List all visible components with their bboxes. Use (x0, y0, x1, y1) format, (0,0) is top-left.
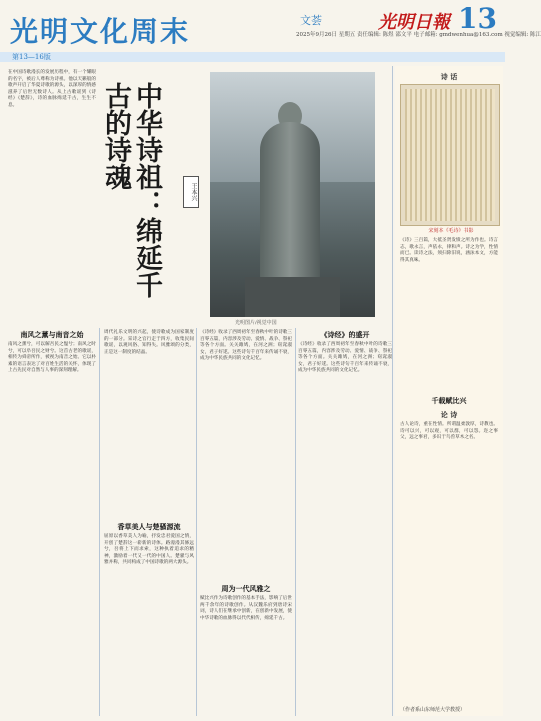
headline-area (100, 82, 176, 312)
book-caption: 宋刻本《毛诗》书影 (428, 228, 474, 234)
statue-photo (210, 72, 375, 317)
issue-bar (0, 52, 505, 62)
subhead-2: 周为一代风雅之 (221, 584, 271, 593)
newspaper-logo: 光明日報 (378, 12, 450, 33)
supplement-title: 光明文化周末 (10, 15, 191, 48)
article-paragraph-3: 周代礼乐文明的兴起，使诗歌成为国家制度的一部分。采诗之官行走于四方，收集民间歌谣，以观风俗、知得失。风雅颂的分类，正是这一制度的结晶。 (104, 330, 194, 355)
subhead-1: 南风之薰与南音之始 (20, 330, 84, 339)
byline: 王本兴 (183, 176, 199, 208)
sidebar-title: 诗 话 (440, 72, 458, 81)
article-paragraph-4: 《诗经》收录了西周初年至春秋中叶的诗歌三百零五篇，内容涉及劳动、爱情、战争、祭祀等各个方面。关关雎鸠，在河之洲；窈窕淑女，君子好逑。这些诗句千百年来传诵不衰，成为中华民族共同的文化记忆。 (200, 330, 292, 362)
page-number: 13 (458, 2, 497, 35)
sidebar-text-1: 《诗》三百篇，大抵圣贤发愤之所为作也。诗言志，歌永言，声依永，律和声。诗之为学，性情而已。读诗之法，须扫除旧说，涵泳本文，方能得其真味。 (400, 238, 498, 263)
masthead (0, 0, 541, 60)
sidebar-box2-title: 论 诗 (440, 410, 458, 419)
article-paragraph-5: 屈原以香草美人为喻，抒发忠君爱国之情，开创了楚辞这一崭新的诗体。路漫漫其修远兮，吾将上下而求索，这种执着追求的精神，激励着一代又一代的中国人。楚骚与风雅并称，共同构成了中国诗歌的两大源头。 (104, 534, 194, 566)
sidebar-text-2: 古人论诗，重在性情。所谓温柔敦厚，诗教也。诗可以兴，可以观，可以群，可以怨。迩之事父，远之事君，多识于鸟兽草木之名。 (400, 422, 498, 441)
author-note: （作者系山东师范大学教授） (400, 707, 466, 713)
column-rule (196, 328, 197, 716)
column-rule (392, 66, 393, 716)
photo-caption: 光明图片/视觉中国 (235, 320, 277, 326)
column-rule (99, 328, 100, 716)
book-pattern (405, 89, 495, 221)
statue-body (260, 122, 320, 282)
article-paragraph-2: 南风之薰兮，可以解吾民之愠兮；南风之时兮，可以阜吾民之财兮。这首古老的歌谣，相传为舜帝所作，被视为南音之始。它以朴素的语言表达了对百姓生活的关怀，体现了上古先民对自然与人事的深刻理解。 (8, 342, 96, 374)
headline: 中华诗祖：绵延千古的诗魂 (100, 82, 162, 298)
column-rule (295, 328, 296, 716)
date-line: 2025年9月26日 星期五 责任编辑: 陈煜 邵文平 电子邮箱: gmdwenhua@163.com 视觉编辑: 陈江 (296, 32, 541, 38)
article-paragraph-6: 赋比兴作为诗歌创作的基本手法，影响了后世两千余年的诗歌创作。从汉魏乐府到唐诗宋词，诗人们在继承中创新，在创新中发展，使中华诗歌的血脉得以代代相传，绵延千古。 (200, 596, 292, 621)
subhead-4: 《诗经》的盛开 (320, 330, 370, 339)
section-label: 文荟 (300, 14, 322, 27)
article-paragraph-4b: 《诗经》收录了西周初年至春秋中叶的诗歌三百零五篇，内容涉及劳动、爱情、战争、祭祀等各个方面。关关雎鸠，在河之洲；窈窕淑女，君子好逑。这些诗句千百年来传诵不衰，成为中华民族共同的文化记忆。 (298, 342, 392, 374)
article-paragraph-1: 在中国诗歌漫长的发展历程中，有一个耀眼的名字，被后人尊称为诗祖。他以天籁般的歌声开启了华夏诗歌的源头，以深厚的情感滋养了后世无数诗人。从上古歌谣到《诗经》《楚辞》，诗的血脉绵延千古，生生不息。 (8, 70, 96, 108)
subhead-3: 香草美人与楚骚源流 (117, 522, 181, 531)
statue-base (245, 277, 340, 317)
subhead-5: 千载赋比兴 (431, 396, 467, 405)
issue-label: 第13—16版 (12, 53, 51, 61)
book-image (400, 84, 500, 226)
